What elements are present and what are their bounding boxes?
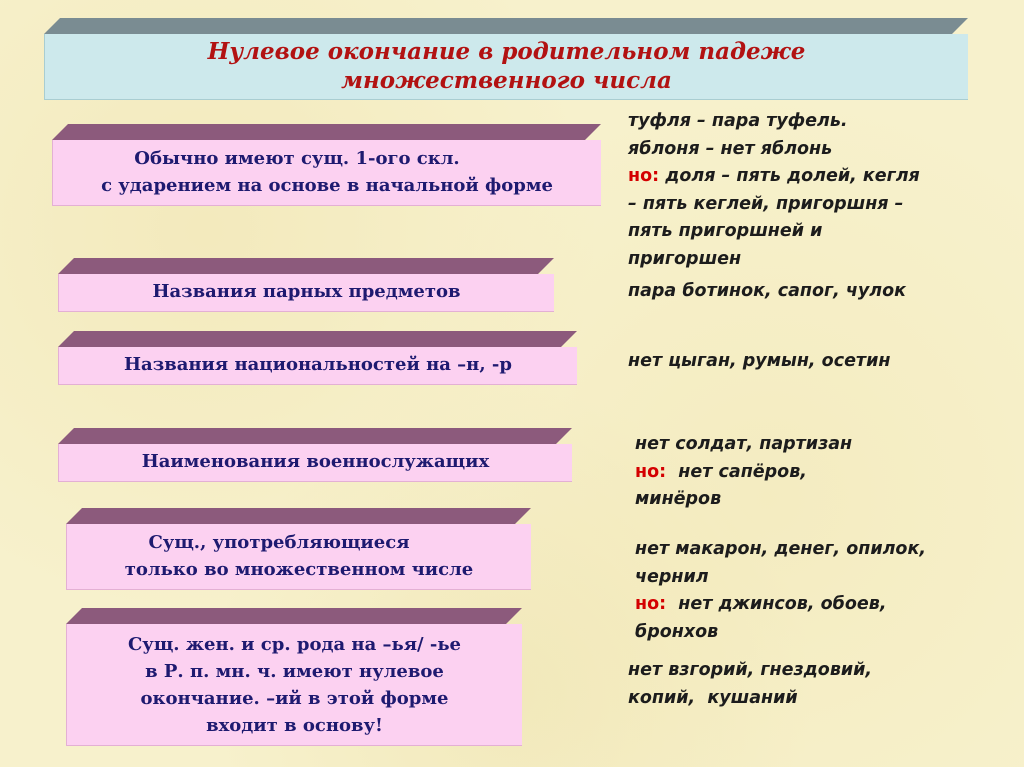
rule-text-6 xyxy=(66,624,522,746)
example-block-5 xyxy=(635,536,926,646)
exception-marker: но: xyxy=(635,594,667,614)
rule-box-6 xyxy=(66,608,538,746)
rule-6-line-3: окончание. –ий в этой форме xyxy=(140,687,449,709)
example-block-2 xyxy=(628,278,906,306)
title-line-1: Нулевое окончание в родительном падеже xyxy=(207,37,806,65)
exception-marker: но: xyxy=(628,166,660,186)
example-4-line-1: нет солдат, партизан xyxy=(635,434,853,454)
exception-marker: но: xyxy=(635,461,667,482)
example-1-line-3: но: доля – пять долей, кегля xyxy=(628,166,920,186)
rule-text-4 xyxy=(58,444,572,482)
example-1-line-4: – пять кеглей, пригоршня – xyxy=(628,193,904,214)
rule-3-line-1: Названия национальностей на –н, -р xyxy=(124,354,512,376)
example-3-line-1: нет цыган, румын, осетин xyxy=(628,351,891,371)
example-4-line-2: но: нет сапёров, xyxy=(635,461,807,482)
rule-box-3 xyxy=(58,331,593,385)
rule-6-line-1: Сущ. жен. и ср. рода на –ья/ -ье xyxy=(127,633,461,655)
example-1-line-5: пять пригоршней и xyxy=(628,221,823,241)
rule-6-line-4: входит в основу! xyxy=(206,714,383,736)
example-block-1 xyxy=(628,108,920,273)
title-box-top xyxy=(44,18,968,34)
rule-box-4 xyxy=(58,428,588,482)
rule-text-3 xyxy=(58,347,577,385)
title-box xyxy=(44,18,984,100)
example-6-line-1: нет взгорий, гнездовий, xyxy=(628,660,873,680)
example-5-line-3: но: нет джинсов, обоев, xyxy=(635,594,887,614)
page-title xyxy=(44,34,968,100)
example-6-line-2: копий, кушаний xyxy=(628,687,798,708)
rule-box-5 xyxy=(66,508,547,590)
rule-box-2 xyxy=(58,258,570,312)
example-5-line-1: нет макарон, денег, опилок, xyxy=(635,539,926,559)
rule-text-2 xyxy=(58,274,554,312)
example-1-line-1: туфля – пара туфель. xyxy=(628,111,848,131)
title-line-2: множественного числа xyxy=(341,66,672,94)
example-5-line-2: чернил xyxy=(635,566,709,587)
rule-6-line-2: в Р. п. мн. ч. имеют нулевое xyxy=(145,660,444,682)
rule-5-line-1: Сущ., употребляющиеся xyxy=(148,532,410,554)
rule-4-line-1: Наименования военнослужащих xyxy=(141,451,490,473)
example-2-line-1: пара ботинок, сапог, чулок xyxy=(628,281,907,301)
example-block-6 xyxy=(628,657,872,712)
example-block-4 xyxy=(635,431,852,514)
example-1-line-2: яблоня – нет яблонь xyxy=(628,138,833,159)
rule-5-line-2: только во множественном числе xyxy=(124,558,474,580)
rule-text-5 xyxy=(66,524,531,590)
rule-1-line-1: Обычно имеют сущ. 1-ого скл. xyxy=(134,148,460,170)
rule-1-line-2: с ударением на основе в начальной форме xyxy=(101,174,553,196)
example-4-line-3: минёров xyxy=(635,489,722,509)
rule-text-1 xyxy=(52,140,601,206)
example-block-3 xyxy=(628,348,890,376)
example-5-line-4: бронхов xyxy=(635,621,719,642)
rule-box-1 xyxy=(52,124,617,206)
rule-2-line-1: Названия парных предметов xyxy=(152,281,461,303)
example-1-line-6: пригоршен xyxy=(628,248,742,269)
